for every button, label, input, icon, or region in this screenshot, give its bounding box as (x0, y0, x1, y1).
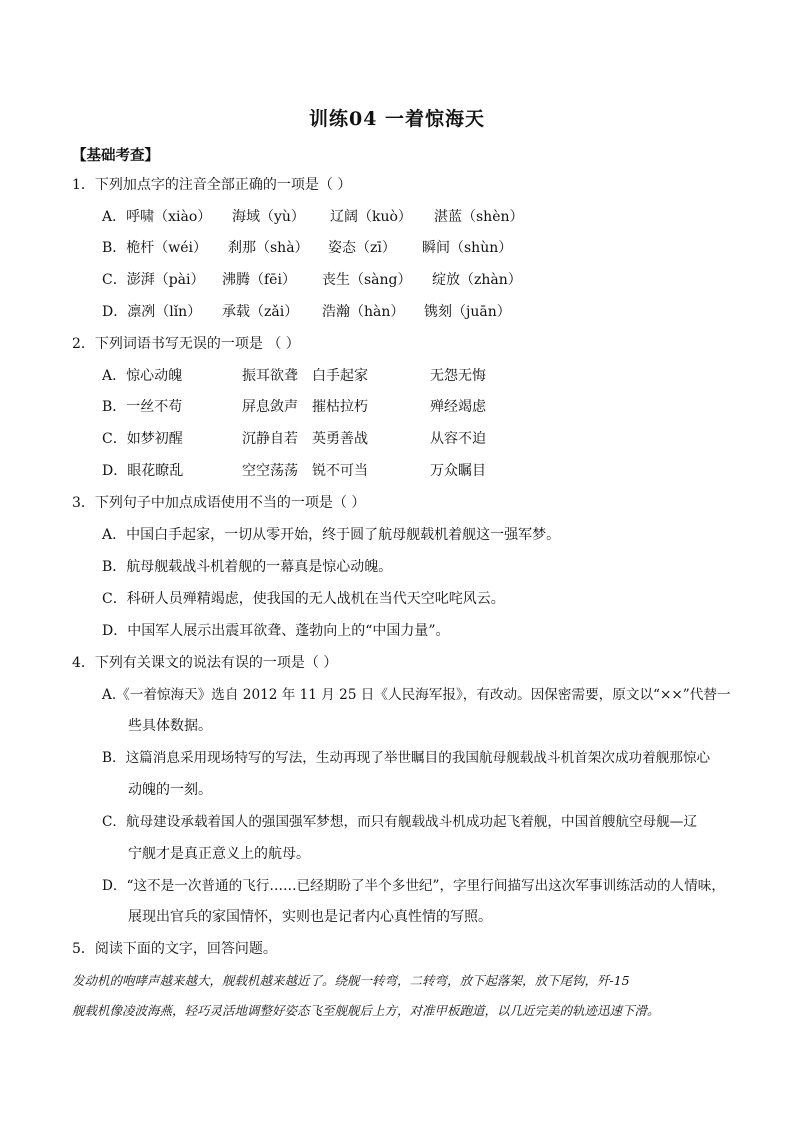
q1-c-item-3: 丧生（sàng） (322, 272, 412, 288)
q2-a-item-3: 白手起家 (312, 368, 368, 384)
q2-a-item-4: 无怨无悔 (430, 368, 486, 384)
q1-d-item-4: 镌刻（juān） (424, 304, 511, 320)
reading-passage (72, 966, 724, 1026)
question-4-option-d-cont: 展现出官兵的家国情怀，实则也是记者内心真性情的写照。 (128, 909, 492, 925)
q2-c-item-2: 沉静自若 (242, 431, 298, 447)
passage-line-1: 发动机的咆哮声越来越大，舰载机越来越近了。绕舰一转弯，二转弯，放下起落架，放下尾钩，歼-15 (72, 973, 630, 988)
q1-b-item-2: 刹那（shà） (228, 240, 309, 256)
q1-c-item-2: 沸腾（fēi） (222, 272, 296, 288)
q1-d-item-2: 承载（zǎi） (222, 304, 299, 320)
q1-b-item-1: B．桅杆（wéi） (102, 240, 208, 256)
question-4-option-a-cont: 些具体数据。 (128, 718, 212, 734)
question-3-option-c: C．科研人员殚精竭虑，使我国的无人战机在当代天空叱咤风云。 (102, 591, 505, 607)
q1-d-item-3: 浩瀚（hàn） (322, 304, 405, 320)
q2-c-item-4: 从容不迫 (430, 431, 486, 447)
q1-a-item-1: A．呼啸（xiào） (102, 209, 212, 225)
q1-d-item-1: D．凛冽（lǐn） (102, 304, 202, 320)
question-4-option-a: A.《一着惊海天》选自 2012 年 11 月 25 日《人民海军报》，有改动。因保密需要，原文以“××”代替一 (102, 687, 731, 703)
q2-c-item-1: C．如梦初醒 (102, 431, 183, 447)
question-2-stem: 2．下列词语书写无误的一项是 （ ） (72, 336, 300, 352)
q2-d-item-3: 锐不可当 (312, 463, 368, 479)
q1-c-item-1: C．澎湃（pài） (102, 272, 205, 288)
question-3-stem: 3．下列句子中加点成语使用不当的一项是（ ） (72, 495, 366, 511)
q2-d-item-1: D．眼花瞭乱 (102, 463, 184, 479)
question-3-option-b: B．航母舰载战斗机着舰的一幕真是惊心动魄。 (102, 559, 393, 575)
q2-b-item-2: 屏息敛声 (242, 399, 298, 415)
q1-b-item-3: 姿态（zī） (328, 240, 396, 256)
q2-a-item-2: 振耳欲聋 (242, 368, 298, 384)
q2-d-item-4: 万众瞩目 (430, 463, 486, 479)
question-3-option-a: A．中国白手起家，一切从零开始，终于圆了航母舰载机着舰这一强军梦。 (102, 527, 561, 543)
question-4-stem: 4．下列有关课文的说法有误的一项是（ ） (72, 655, 338, 671)
q1-a-item-3: 辽阔（kuò） (330, 209, 412, 225)
question-4-option-d: D．“这不是一次普通的飞行……已经期盼了半个多世纪”，字里行间描写出这次军事训练活动的人情味， (102, 878, 725, 894)
q2-b-item-4: 殚经竭虑 (430, 399, 486, 415)
q1-a-item-4: 湛蓝（shèn） (434, 209, 524, 225)
question-4-option-c-cont: 宁舰才是真正意义上的航母。 (128, 846, 310, 862)
q2-b-item-3: 摧枯拉朽 (312, 399, 368, 415)
q1-a-item-2: 海域（yù） (232, 209, 305, 225)
question-3-option-d: D．中国军人展示出震耳欲聋、蓬勃向上的“中国力量”。 (102, 623, 450, 639)
section-heading: 【基础考查】 (72, 147, 159, 164)
question-4-option-b-cont: 动魄的一刻。 (128, 782, 212, 798)
question-4-option-c: C．航母建设承载着国人的强国强军梦想，而只有舰载战斗机成功起飞着舰，中国首艘航空母舰—辽 (102, 814, 697, 830)
page-title: 训练04 一着惊海天 (308, 108, 486, 130)
q2-d-item-2: 空空荡荡 (242, 463, 298, 479)
passage-line-2: 舰载机像凌波海燕，轻巧灵活地调整好姿态飞至舰舰后上方，对准甲板跑道，以几近完美的轨迹迅速下滑。 (72, 1003, 660, 1018)
q2-c-item-3: 英勇善战 (312, 431, 368, 447)
question-5-stem: 5．阅读下面的文字，回答问题。 (72, 941, 277, 957)
q1-c-item-4: 绽放（zhàn） (432, 272, 522, 288)
question-4-option-b: B．这篇消息采用现场特写的写法，生动再现了举世瞩目的我国航母舰载战斗机首架次成功着舰那惊心 (102, 750, 711, 766)
q2-b-item-1: B．一丝不苟 (102, 399, 183, 415)
q1-b-item-4: 瞬间（shùn） (422, 240, 513, 256)
question-1-stem: 1．下列加点字的注音全部正确的一项是（ ） (72, 177, 352, 193)
q2-a-item-1: A．惊心动魄 (102, 368, 183, 384)
